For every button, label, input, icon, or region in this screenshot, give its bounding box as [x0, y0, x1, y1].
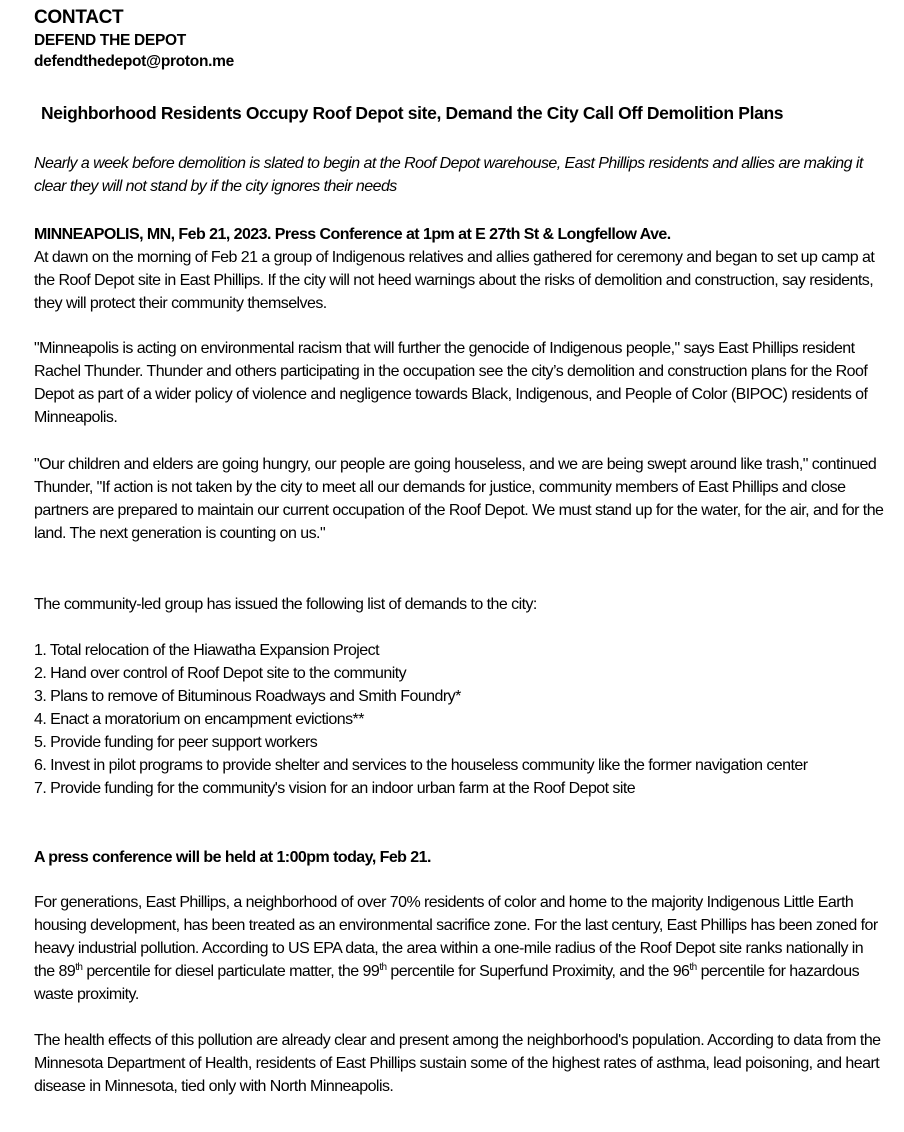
history-text: percentile for Superfund Proximity, and the 96: [386, 963, 690, 980]
superscript: th: [689, 962, 697, 973]
dateline-body: At dawn on the morning of Feb 21 a group of Indigenous relatives and allies gathered for ceremony and began to set up camp at the Roof Depot site in East Phillips. If the city will not heed warnings about the risks of demolition and construction, say residents, they will protect their community themselves.: [34, 249, 875, 312]
contact-block: [34, 6, 234, 72]
subtitle: Nearly a week before demolition is slated to begin at the Roof Depot warehouse, East Phillips residents and allies are making it clear they will not stand by if the city ignores their needs: [34, 155, 863, 195]
history-text: percentile for hazardous waste proximity.: [34, 963, 860, 1003]
quote-paragraph-2: "Our children and elders are going hungry, our people are going houseless, and we are being swept around like trash," continued Thunder, "If action is not taken by the city to meet all our demands for justice, community members of East Phillips and close partners are prepared to maintain our current occupation of the Roof Depot. We must stand up for the water, for the air, and for the land. The next generation is counting on us.": [34, 456, 884, 542]
demand-item: 1. Total relocation of the Hiawatha Expansion Project: [34, 642, 379, 659]
press-conference-notice: A press conference will be held at 1:00pm today, Feb 21.: [34, 849, 431, 866]
demand-item: 6. Invest in pilot programs to provide shelter and services to the houseless community like the former navigation center: [34, 757, 808, 774]
dateline-paragraph: [34, 223, 884, 315]
history-text: percentile for diesel particulate matter, the 99: [82, 963, 380, 980]
demand-item: 4. Enact a moratorium on encampment evictions**: [34, 711, 364, 728]
demands-intro: The community-led group has issued the following list of demands to the city:: [34, 596, 537, 613]
superscript: th: [379, 962, 387, 973]
demand-item: 2. Hand over control of Roof Depot site to the community: [34, 665, 407, 682]
demand-item: 5. Provide funding for peer support workers: [34, 734, 318, 751]
contact-heading: CONTACT: [34, 7, 124, 28]
history-text: For generations, East Phillips, a neighborhood of over 70% residents of color and home to the majority Indigenous Little Earth housing development, has been treated as an environmental sacrifice zone. For the last century, East Phillips has been zoned for heavy industrial pollution. According to US EPA data, the area within a one-mile radius of the Roof Depot site ranks nationally in the 89: [34, 894, 878, 980]
health-paragraph: The health effects of this pollution are already clear and present among the neighborhood's population. According to data from the Minnesota Department of Health, residents of East Phillips sustain some of the highest rates of asthma, lead poisoning, and heart disease in Minnesota, tied only with North Minneapolis.: [34, 1032, 881, 1095]
history-paragraph: [34, 891, 884, 1006]
contact-email: defendthedepot@proton.me: [34, 53, 234, 70]
demands-list: [34, 639, 884, 800]
demand-item: 7. Provide funding for the community's vision for an indoor urban farm at the Roof Depot site: [34, 780, 636, 797]
contact-organization: DEFEND THE DEPOT: [34, 32, 186, 49]
quote-paragraph-1: "Minneapolis is acting on environmental racism that will further the genocide of Indigenous people," says East Phillips resident Rachel Thunder. Thunder and others participating in the occupation see the city’s demolition and construction plans for the Roof Depot as part of a wider policy of violence and negligence towards Black, Indigenous, and People of Color (BIPOC) residents of Minneapolis.: [34, 340, 868, 426]
dateline: MINNEAPOLIS, MN, Feb 21, 2023. Press Conference at 1pm at E 27th St & Longfellow Ave.: [34, 226, 671, 243]
demand-item: 3. Plans to remove of Bituminous Roadways and Smith Foundry*: [34, 688, 461, 705]
superscript: th: [75, 962, 83, 973]
headline: Neighborhood Residents Occupy Roof Depot site, Demand the City Call Off Demolition Plans: [41, 103, 784, 123]
